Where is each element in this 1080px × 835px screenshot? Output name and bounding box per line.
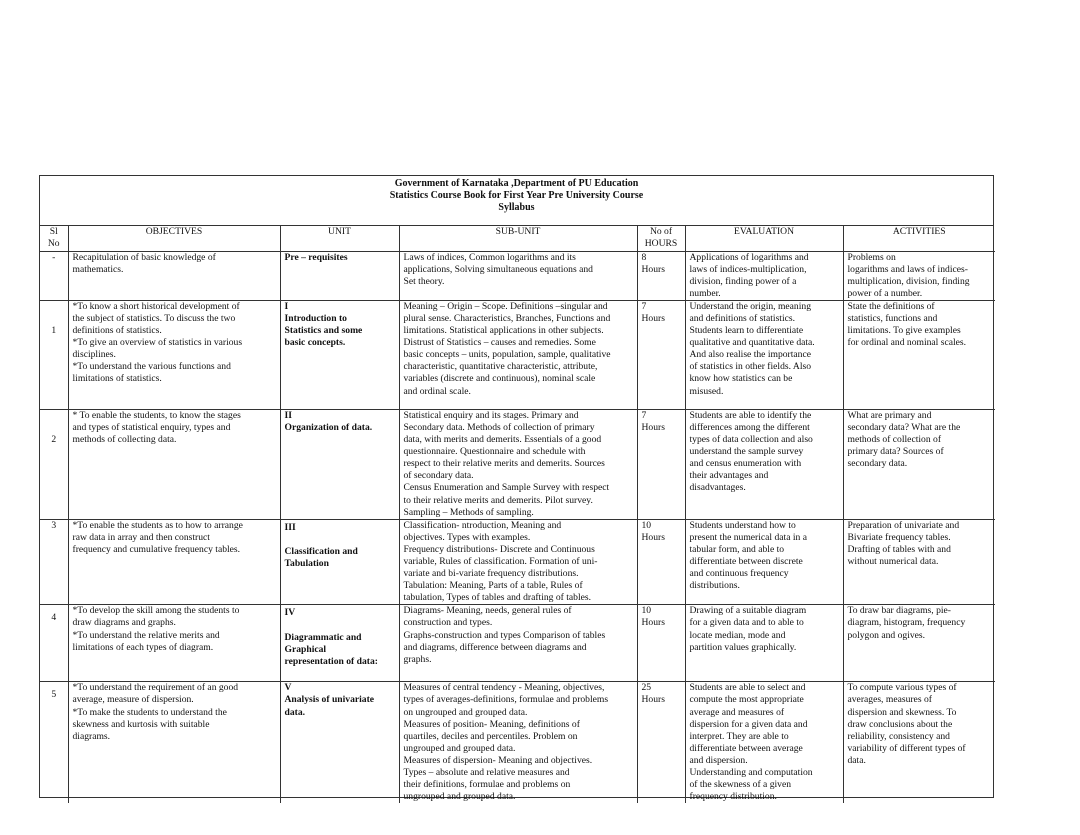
col-hours: No of HOURS <box>637 226 685 251</box>
cell-subunit: Measures of central tendency - Meaning, objectives, types of averages-definitions, formulae and problems on ungrouped and grouped data. Measures of position- Meaning, definitions of quartiles, deciles and percentiles. Problem on ungrouped and grouped data. Measures of dispersion- Meaning and objectives. Types – absolute and relative measures and their definitions, formulae and problems on ungrouped and grouped data. <box>399 682 637 803</box>
syllabus-sheet <box>39 175 994 803</box>
table-row <box>40 251 995 300</box>
col-subunit: SUB-UNIT <box>399 226 637 251</box>
col-unit: UNIT <box>280 226 399 251</box>
col-evaluation: EVALUATION <box>685 226 843 251</box>
cell-objectives: Recapitulation of basic knowledge of mathematics. <box>68 251 280 300</box>
table-row <box>40 682 995 803</box>
cell-activities: To compute various types of averages, measures of dispersion and skewness. To draw conclusions about the reliability, consistency and variability of different types of data. <box>843 682 995 803</box>
cell-sl: - <box>40 251 68 300</box>
cell-activities: What are primary and secondary data? What are the methods of collection of primary data? Sources of secondary data. <box>843 409 995 519</box>
cell-unit: II Organization of data. <box>280 409 399 519</box>
cell-sl: 2 <box>40 409 68 519</box>
cell-hours: 8 Hours <box>637 251 685 300</box>
cell-objectives: *To enable the students as to how to arrange raw data in array and then construct frequency and cumulative frequency tables. <box>68 519 280 605</box>
cell-subunit: Laws of indices, Common logarithms and its applications, Solving simultaneous equations and Set theory. <box>399 251 637 300</box>
cell-unit: V Analysis of univariate data. <box>280 682 399 803</box>
cell-activities: Preparation of univariate and Bivariate frequency tables. Drafting of tables with and without numerical data. <box>843 519 995 605</box>
header-line-3: Syllabus <box>498 202 535 213</box>
cell-sl: 5 <box>40 682 68 803</box>
cell-subunit: Diagrams- Meaning, needs, general rules of construction and types. Graphs-construction and types Comparison of tables and diagrams, difference between diagrams and graphs. <box>399 605 637 682</box>
cell-subunit: Meaning – Origin – Scope. Definitions –singular and plural sense. Characteristics, Branches, Functions and limitations. Statistical applications in other subjects. Distrust of Statistics – causes and remedies. Some basic concepts – units, population, sample, qualitative characteristic, quantitative characteristic, attribute, variables (discrete and continuous), nominal scale and ordinal scale. <box>399 300 637 409</box>
cell-sl: 1 <box>40 300 68 409</box>
cell-sl: 4 <box>40 605 68 682</box>
col-objectives: OBJECTIVES <box>68 226 280 251</box>
cell-hours: 25 Hours <box>637 682 685 803</box>
cell-subunit: Statistical enquiry and its stages. Primary and Secondary data. Methods of collection of primary data, with merits and demerits. Essentials of a good questionnaire. Questionnaire and schedule with respect to their relative merits and demerits. Sources of secondary data. Census Enumeration and Sample Survey with respect to their relative merits and demerits. Pilot survey. Sampling – Methods of sampling. <box>399 409 637 519</box>
column-header-row <box>40 226 995 251</box>
cell-evaluation: Understand the origin, meaning and definitions of statistics. Students learn to differentiate qualitative and quantitative data. And also realise the importance of statistics in other fields. Also know how statistics can be misused. <box>685 300 843 409</box>
cell-evaluation: Students are able to identify the differences among the different types of data collection and also understand the sample survey and census enumeration with their advantages and disadvantages. <box>685 409 843 519</box>
syllabus-table <box>40 226 995 803</box>
cell-unit: III Classification and Tabulation <box>280 519 399 605</box>
cell-objectives: *To develop the skill among the students to draw diagrams and graphs. *To understand the relative merits and limitations of each types of diagram. <box>68 605 280 682</box>
header-line-1: Government of Karnataka ,Department of PU Education <box>394 178 639 189</box>
cell-evaluation: Students understand how to present the numerical data in a tabular form, and able to differentiate between discrete and continuous frequency distributions. <box>685 519 843 605</box>
cell-objectives: * To enable the students, to know the stages and types of statistical enquiry, types and methods of collecting data. <box>68 409 280 519</box>
header-line-2: Statistics Course Book for First Year Pre University Course <box>389 190 644 201</box>
cell-activities: Problems on logarithms and laws of indices- multiplication, division, finding power of a number. <box>843 251 995 300</box>
cell-activities: To draw bar diagrams, pie- diagram, histogram, frequency polygon and ogives. <box>843 605 995 682</box>
cell-hours: 7 Hours <box>637 409 685 519</box>
cell-evaluation: Students are able to select and compute the most appropriate average and measures of dispersion for a given data and interpret. They are able to differentiate between average and dispersion. Understanding and computation of the skewness of a given frequency distribution. <box>685 682 843 803</box>
cell-activities: State the definitions of statistics, functions and limitations. To give examples for ordinal and nominal scales. <box>843 300 995 409</box>
cell-hours: 10 Hours <box>637 519 685 605</box>
cell-unit: Pre – requisites <box>280 251 399 300</box>
table-row <box>40 605 995 682</box>
cell-objectives: *To know a short historical development of the subject of statistics. To discuss the two definitions of statistics. *To give an overview of statistics in various disciplines. *To understand the various functions and limitations of statistics. <box>68 300 280 409</box>
cell-subunit: Classification- ntroduction, Meaning and objectives. Types with examples. Frequency distributions- Discrete and Continuous variable, Rules of classification. Formation of uni- variate and bi-variate frequency distributions. Tabulation: Meaning, Parts of a table, Rules of tabulation, Types of tables and drafting of tables. <box>399 519 637 605</box>
table-row <box>40 409 995 519</box>
cell-evaluation: Drawing of a suitable diagram for a given data and to able to locate median, mode and partition values graphically. <box>685 605 843 682</box>
table-row <box>40 519 995 605</box>
table-row <box>40 300 995 409</box>
cell-sl: 3 <box>40 519 68 605</box>
cell-unit: I Introduction to Statistics and some basic concepts. <box>280 300 399 409</box>
cell-evaluation: Applications of logarithms and laws of indices-multiplication, division, finding power of a number. <box>685 251 843 300</box>
cell-unit: IV Diagrammatic and Graphical representation of data: <box>280 605 399 682</box>
cell-hours: 10 Hours <box>637 605 685 682</box>
col-activities: ACTIVITIES <box>843 226 995 251</box>
cell-objectives: *To understand the requirement of an good average, measure of dispersion. *To make the students to understand the skewness and kurtosis with suitable diagrams. <box>68 682 280 803</box>
cell-hours: 7 Hours <box>637 300 685 409</box>
document-header <box>40 176 993 226</box>
col-sl: Sl No <box>40 226 68 251</box>
